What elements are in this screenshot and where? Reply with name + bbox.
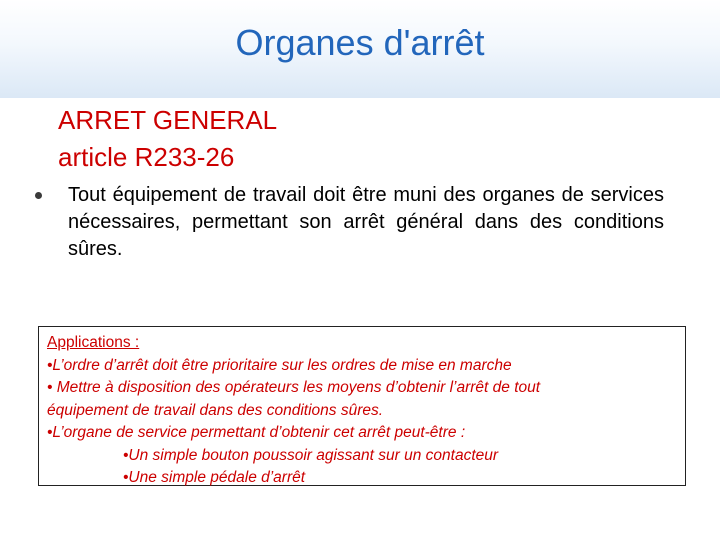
applications-heading: Applications : (47, 334, 140, 351)
applications-line: • Mettre à disposition des opérateurs les moyens d’obtenir l’arrêt de tout (47, 379, 541, 396)
applications-line: •L’organe de service permettant d’obtenir cet arrêt peut-être : (47, 424, 466, 441)
article-reference: article R233-26 (58, 142, 235, 172)
applications-sub-item: •Un simple bouton poussoir agissant sur un contacteur (123, 446, 499, 464)
slide-title: Organes d'arrêt (235, 22, 485, 63)
bullet-dot-icon (35, 192, 42, 199)
section-heading: ARRET GENERAL (58, 105, 278, 135)
bullet-paragraph: Tout équipement de travail doit être muni des organes de services nécessaires, permettant son arrêt général dans des conditions sûres. (68, 184, 664, 260)
applications-line: •L’ordre d’arrêt doit être prioritaire sur les ordres de mise en marche (47, 356, 512, 374)
applications-sub-item: •Une simple pédale d’arrêt (123, 469, 306, 486)
applications-line: équipement de travail dans des conditions sûres. (47, 401, 384, 419)
applications-box (38, 326, 686, 486)
